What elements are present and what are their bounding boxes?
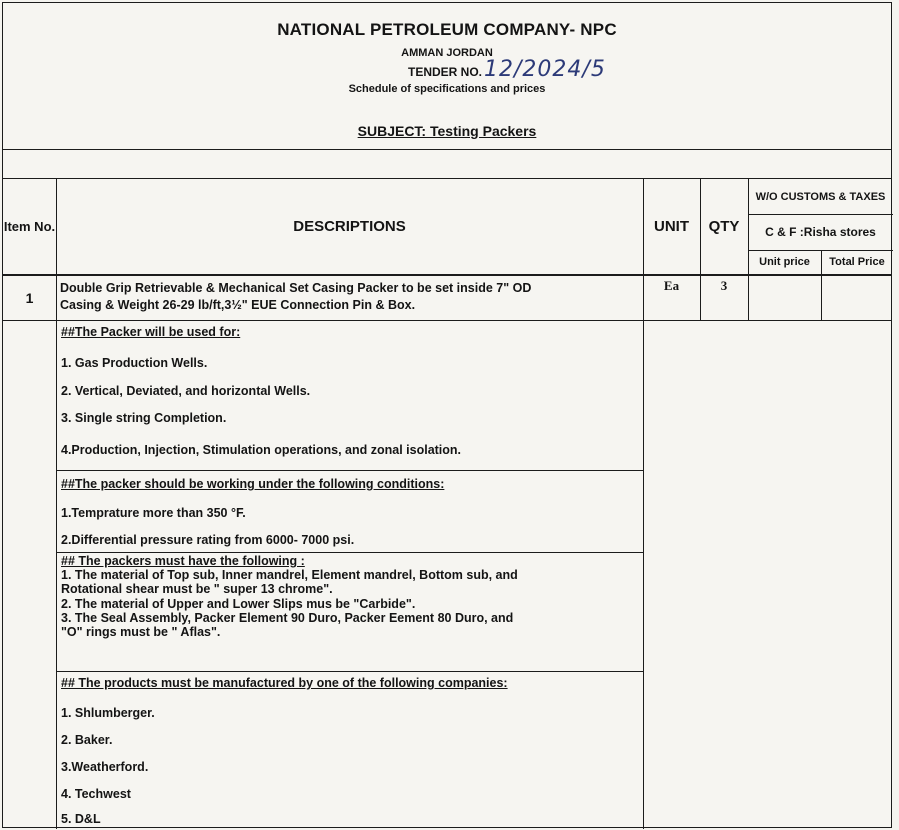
- column-header-item-no: Item No.: [3, 218, 56, 234]
- item-description-line: Double Grip Retrievable & Mechanical Set Casing Packer to be set inside 7" OD: [60, 281, 532, 295]
- usage-item: 3. Single string Completion.: [61, 411, 227, 425]
- organization-name: NATIONAL PETROLEUM COMPANY- NPC: [277, 20, 617, 39]
- grid-line: [56, 671, 643, 672]
- item-number: 1: [25, 290, 34, 306]
- column-header-unit-price: Unit price: [759, 256, 810, 268]
- manufacturers-heading: ## The products must be manufactured by one of the following companies:: [61, 676, 508, 690]
- materials-line: "O" rings must be " Aflas".: [61, 625, 221, 640]
- column-header-unit: UNIT: [654, 218, 689, 235]
- tender-number-handwritten: 12/2024/5: [484, 57, 606, 82]
- blank-row: [3, 149, 891, 179]
- usage-heading: ##The Packer will be used for:: [61, 325, 241, 339]
- item-description: [56, 280, 643, 320]
- grid-line: [3, 274, 891, 276]
- column-header-qty: QTY: [708, 218, 740, 235]
- materials-line: 2. The material of Upper and Lower Slips mus be "Carbide".: [61, 596, 416, 611]
- materials-line: 1. The material of Top sub, Inner mandrel, Element mandrel, Bottom sub, and: [61, 568, 518, 583]
- column-header-total-price: Total Price: [829, 256, 885, 268]
- manufacturer-item: 3.Weatherford.: [61, 760, 149, 774]
- grid-line: [56, 552, 643, 553]
- conditions-heading: ##The packer should be working under the following conditions:: [61, 477, 445, 491]
- grid-line: [56, 470, 643, 471]
- schedule-title: Schedule of specifications and prices: [348, 83, 546, 95]
- column-header-customs-note: W/O CUSTOMS & TAXES: [755, 190, 886, 203]
- location: AMMAN JORDAN: [401, 47, 493, 59]
- grid-line: [56, 179, 57, 829]
- usage-item: 1. Gas Production Wells.: [61, 356, 208, 370]
- materials-line: 3. The Seal Assembly, Packer Element 90 Duro, Packer Eement 80 Duro, and: [61, 610, 514, 625]
- grid-line: [643, 320, 644, 829]
- item-description-line: Casing & Weight 26-29 lb/ft,3½" EUE Connection Pin & Box.: [60, 298, 416, 312]
- usage-item: 2. Vertical, Deviated, and horizontal Wells.: [61, 384, 311, 398]
- column-header-delivery-note: C & F :Risha stores: [765, 225, 876, 239]
- manufacturer-item: 2. Baker.: [61, 733, 113, 747]
- usage-item: 4.Production, Injection, Stimulation operations, and zonal isolation.: [61, 443, 462, 457]
- item-unit: Ea: [663, 278, 680, 293]
- manufacturer-item: 4. Techwest: [61, 787, 131, 801]
- column-header-descriptions: DESCRIPTIONS: [293, 218, 406, 235]
- tender-sheet: [2, 2, 892, 828]
- tender-number-line: [408, 57, 606, 82]
- item-qty: 3: [720, 278, 728, 293]
- manufacturer-item: 5. D&L: [61, 812, 101, 826]
- tender-label: TENDER NO.: [408, 65, 483, 79]
- materials-block: [58, 554, 643, 639]
- materials-line: Rotational shear must be " super 13 chrome".: [61, 582, 333, 597]
- document-header: [3, 3, 891, 150]
- subject-line: SUBJECT: Testing Packers: [357, 123, 537, 139]
- condition-item: 1.Temprature more than 350 °F.: [61, 506, 246, 520]
- grid-line: [3, 320, 891, 321]
- manufacturer-item: 1. Shlumberger.: [61, 706, 155, 720]
- condition-item: 2.Differential pressure rating from 6000- 7000 psi.: [61, 533, 355, 547]
- materials-heading: ## The packers must have the following :: [61, 554, 305, 568]
